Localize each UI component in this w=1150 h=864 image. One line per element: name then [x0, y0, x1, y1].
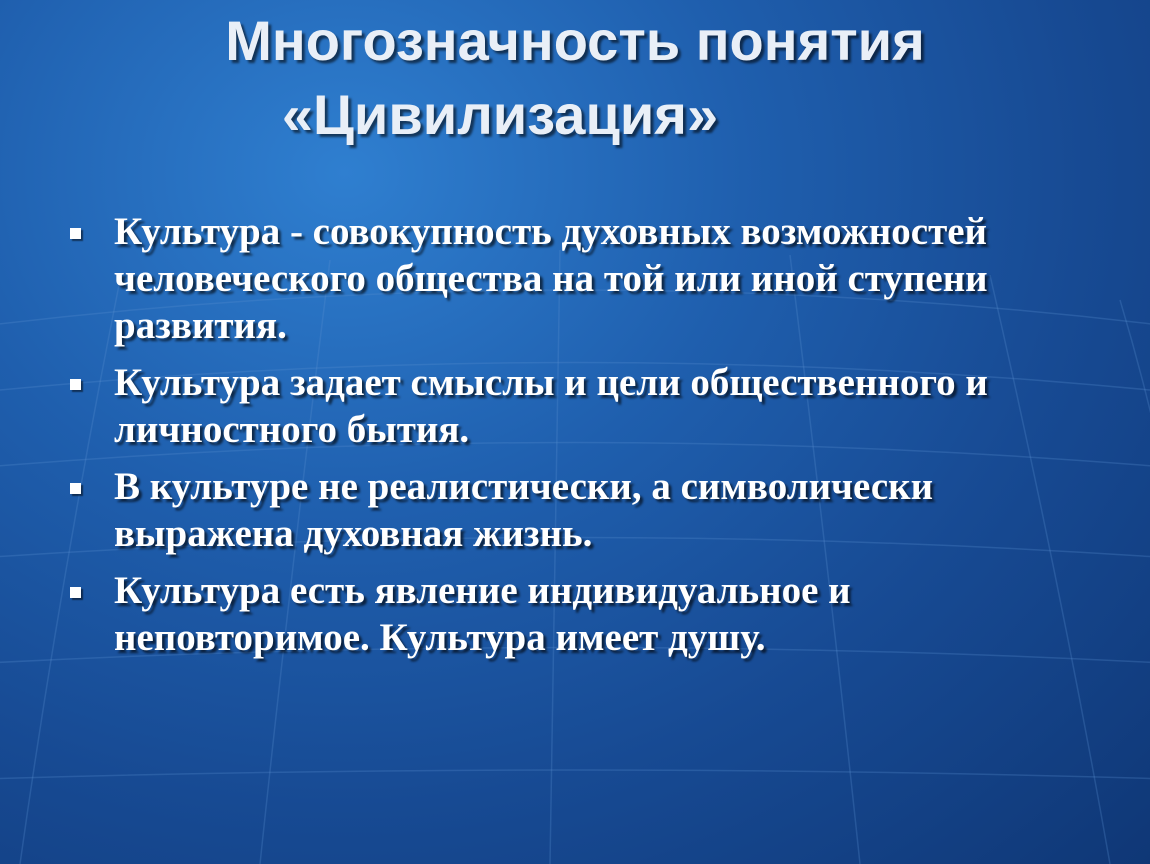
square-bullet-icon: [70, 379, 81, 390]
list-item: [70, 567, 1090, 661]
bullet-list: [70, 208, 1090, 671]
list-item: [70, 208, 1090, 349]
title-line-1: Многозначность понятия: [225, 9, 925, 72]
list-item-text: Культура - совокупность духовных возможностей человеческого общества на той или иной ступени развития.: [114, 210, 988, 347]
square-bullet-icon: [70, 587, 81, 598]
list-item: [70, 463, 1090, 557]
list-item: [70, 359, 1090, 453]
list-item-text: Культура есть явление индивидуальное и неповторимое. Культура имеет душу.: [114, 569, 851, 659]
list-item-text: В культуре не реалистически, а символически выражена духовная жизнь.: [114, 465, 934, 555]
title-line-2: «Цивилизация»: [281, 83, 719, 146]
list-item-text: Культура задает смыслы и цели общественного и личностного бытия.: [114, 361, 988, 451]
square-bullet-icon: [70, 228, 81, 239]
slide-title: [0, 4, 1150, 152]
square-bullet-icon: [70, 483, 81, 494]
